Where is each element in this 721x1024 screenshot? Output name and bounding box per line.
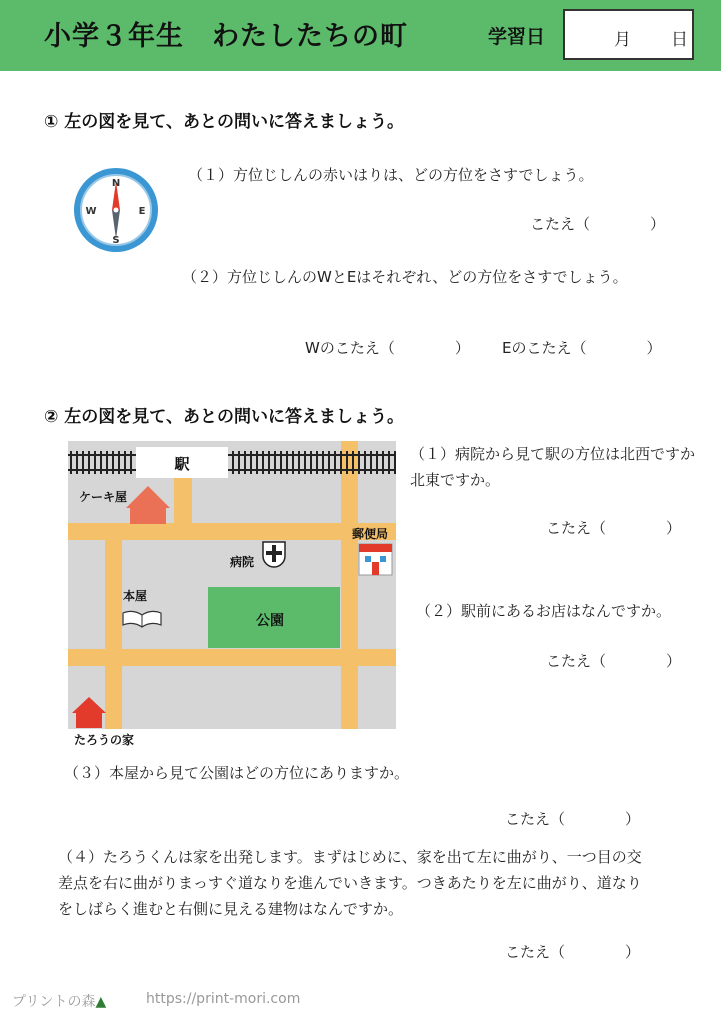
section1-heading: ① 左の図を見て、あとの問いに答えましょう。 <box>44 112 404 132</box>
post-office-label: 郵便局 <box>352 527 389 541</box>
rail-tie <box>304 451 306 474</box>
rail-tie <box>328 451 330 474</box>
rail-tie <box>100 451 102 474</box>
s1-question-1: （１）方位じしんの赤いはりは、どの方位をさすでしょう。 <box>188 166 594 184</box>
compass-s: S <box>112 235 120 246</box>
rail-tie <box>280 451 282 474</box>
rail-tie <box>352 451 354 474</box>
rail-tie <box>82 451 84 474</box>
rail-tie <box>268 451 270 474</box>
s2-question-1: （１）病院から見て駅の方位は北西ですか北東ですか。 <box>410 445 696 489</box>
post-office-roof <box>359 544 392 552</box>
compass-pivot <box>114 208 119 213</box>
footer-site-text: プリントの森 <box>12 994 96 1010</box>
s1-answer-2w: Wのこたえ（ ） <box>305 339 470 357</box>
date-label: 学習日 <box>488 26 546 48</box>
post-office-window-1 <box>365 556 371 562</box>
s1-answer-1: こたえ（ ） <box>530 215 666 233</box>
rail-tie <box>394 451 396 474</box>
rail-tie <box>286 451 288 474</box>
rail-tie <box>244 451 246 474</box>
cake-shop-label: ケーキ屋 <box>79 490 128 504</box>
park-label: 公園 <box>256 613 284 629</box>
rail-tie <box>118 451 120 474</box>
rail-tie <box>76 451 78 474</box>
rail-tie <box>262 451 264 474</box>
bookstore-label: 本屋 <box>123 589 148 603</box>
rail-tie <box>358 451 360 474</box>
tree-icon: ▲ <box>95 994 107 1010</box>
s2-question-4: （４）たろうくんは家を出発します。まずはじめに、家を出て左に曲がり、一つ目の交差点を右に曲がりまっすぐ道なりを進んでいきます。つきあたりを左に曲がり、道なりをしばらく進むと右側に見える建物はなんですか。 <box>58 848 642 918</box>
rail-tie <box>376 451 378 474</box>
rail-tie <box>130 451 132 474</box>
station-label: 駅 <box>174 455 190 473</box>
s2-answer-2: こたえ（ ） <box>546 652 682 670</box>
day-label: 日 <box>671 30 688 50</box>
rail-tie <box>112 451 114 474</box>
rail-tie <box>106 451 108 474</box>
rail-ties <box>70 451 396 474</box>
town-map <box>68 441 396 729</box>
s2-question-2: （２）駅前にあるお店はなんですか。 <box>416 602 672 620</box>
page-title: 小学３年生 わたしたちの町 <box>44 21 408 52</box>
s1-question-2: （２）方位じしんのWとEはそれぞれ、どの方位をさすでしょう。 <box>182 268 628 286</box>
rail-tie <box>298 451 300 474</box>
compass-n: N <box>111 178 121 189</box>
compass-w: W <box>85 206 97 217</box>
rail-tie <box>238 451 240 474</box>
rail-tie <box>322 451 324 474</box>
rail-tie <box>334 451 336 474</box>
s2-question-3: （３）本屋から見て公園はどの方位にありますか。 <box>64 764 410 782</box>
rail-tie <box>124 451 126 474</box>
taro-house-label: たろうの家 <box>74 733 135 747</box>
rail-tie <box>382 451 384 474</box>
rail-tie <box>370 451 372 474</box>
map-graphic <box>68 441 396 729</box>
compass-icon <box>72 166 160 254</box>
footer-url[interactable]: https://print-mori.com <box>146 991 301 1007</box>
hospital-label: 病院 <box>230 555 255 569</box>
s2-answer-3: こたえ（ ） <box>505 810 641 828</box>
rail-tie <box>310 451 312 474</box>
rail-tie <box>250 451 252 474</box>
rail-tie <box>70 451 72 474</box>
rail-tie <box>232 451 234 474</box>
post-office-window-2 <box>380 556 386 562</box>
rail-tie <box>256 451 258 474</box>
road-left <box>105 523 122 729</box>
rail-tie <box>346 451 348 474</box>
rail-tie <box>388 451 390 474</box>
road-station <box>174 471 192 531</box>
s1-answer-2e: Eのこたえ（ ） <box>502 339 662 357</box>
rail-tie <box>274 451 276 474</box>
s2-answer-4: こたえ（ ） <box>505 943 641 961</box>
section2-heading: ② 左の図を見て、あとの問いに答えましょう。 <box>44 407 404 427</box>
rail-tie <box>292 451 294 474</box>
rail-tie <box>364 451 366 474</box>
month-label: 月 <box>614 30 631 50</box>
rail-tie <box>88 451 90 474</box>
hospital-cross-h <box>266 551 282 555</box>
compass-e: E <box>138 206 146 217</box>
rail-tie <box>340 451 342 474</box>
post-office-door <box>372 562 379 575</box>
s2-answer-1: こたえ（ ） <box>546 519 682 537</box>
footer-site-name <box>12 991 106 1011</box>
rail-tie <box>316 451 318 474</box>
rail-tie <box>94 451 96 474</box>
road-right <box>341 441 358 729</box>
